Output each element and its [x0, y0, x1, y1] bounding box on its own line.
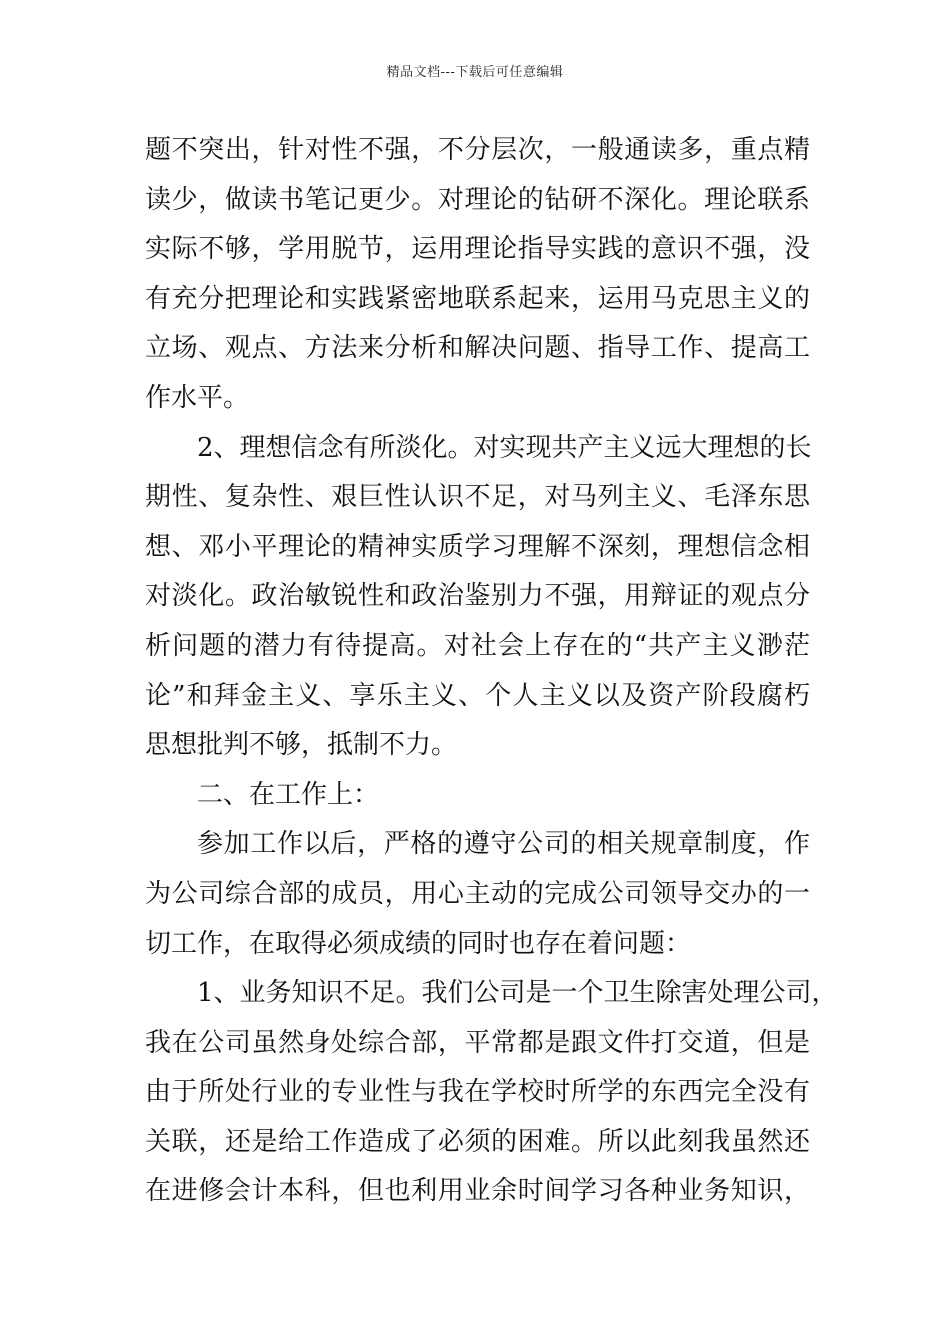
- text-line: 我在公司虽然身处综合部，平常都是跟文件打交道，但是: [145, 1027, 810, 1058]
- text-line: 由于所处行业的专业性与我在学校时所学的东西完全没有: [145, 1077, 810, 1108]
- text-line: 论”和拜金主义、享乐主义、个人主义以及资产阶段腐朽: [145, 680, 810, 711]
- text-line: 有充分把理论和实践紧密地联系起来，运用马克思主义的: [145, 283, 810, 314]
- text-line: 为公司综合部的成员，用心主动的完成公司领导交办的一: [145, 878, 810, 909]
- text-line: 析问题的潜力有待提高。对社会上存在的“共产主义渺茫: [145, 630, 810, 661]
- text-line: 切工作，在取得必须成绩的同时也存在着问题：: [145, 928, 692, 959]
- text-line: 对淡化。政治敏锐性和政治鉴别力不强，用辩证的观点分: [145, 581, 810, 612]
- section-heading: 二、在工作上：: [197, 779, 380, 810]
- text-line: 在进修会计本科，但也利用业余时间学习各种业务知识，: [145, 1176, 810, 1207]
- text-line: 实际不够，学用脱节，运用理论指导实践的意识不强，没: [145, 234, 810, 265]
- document-body: [145, 126, 838, 1217]
- text-line: 想、邓小平理论的精神实质学习理解不深刻，理想信念相: [145, 531, 810, 562]
- paragraph-first-line: 参加工作以后，严格的遵守公司的相关规章制度，作: [197, 829, 810, 860]
- text-line: 思想批判不够，抵制不力。: [145, 730, 458, 761]
- text-line: 关联，还是给工作造成了必须的困难。所以此刻我虽然还: [145, 1126, 810, 1157]
- page-header: 精品文档---下载后可任意编辑: [386, 65, 564, 80]
- text-line: 题不突出，针对性不强，不分层次，一般通读多，重点精: [145, 135, 810, 165]
- text-line: 期性、复杂性、艰巨性认识不足，对马列主义、毛泽东思: [145, 482, 810, 513]
- text-line: 读少，做读书笔记更少。对理论的钻研不深化。理论联系: [145, 184, 810, 215]
- text-line: 立场、观点、方法来分析和解决问题、指导工作、提高工: [145, 333, 810, 364]
- text-line: 作水平。: [145, 382, 250, 413]
- paragraph-first-line: 1、业务知识不足。我们公司是一个卫生除害处理公司，: [197, 978, 838, 1009]
- paragraph-first-line: 2、理想信念有所淡化。对实现共产主义远大理想的长: [197, 432, 812, 463]
